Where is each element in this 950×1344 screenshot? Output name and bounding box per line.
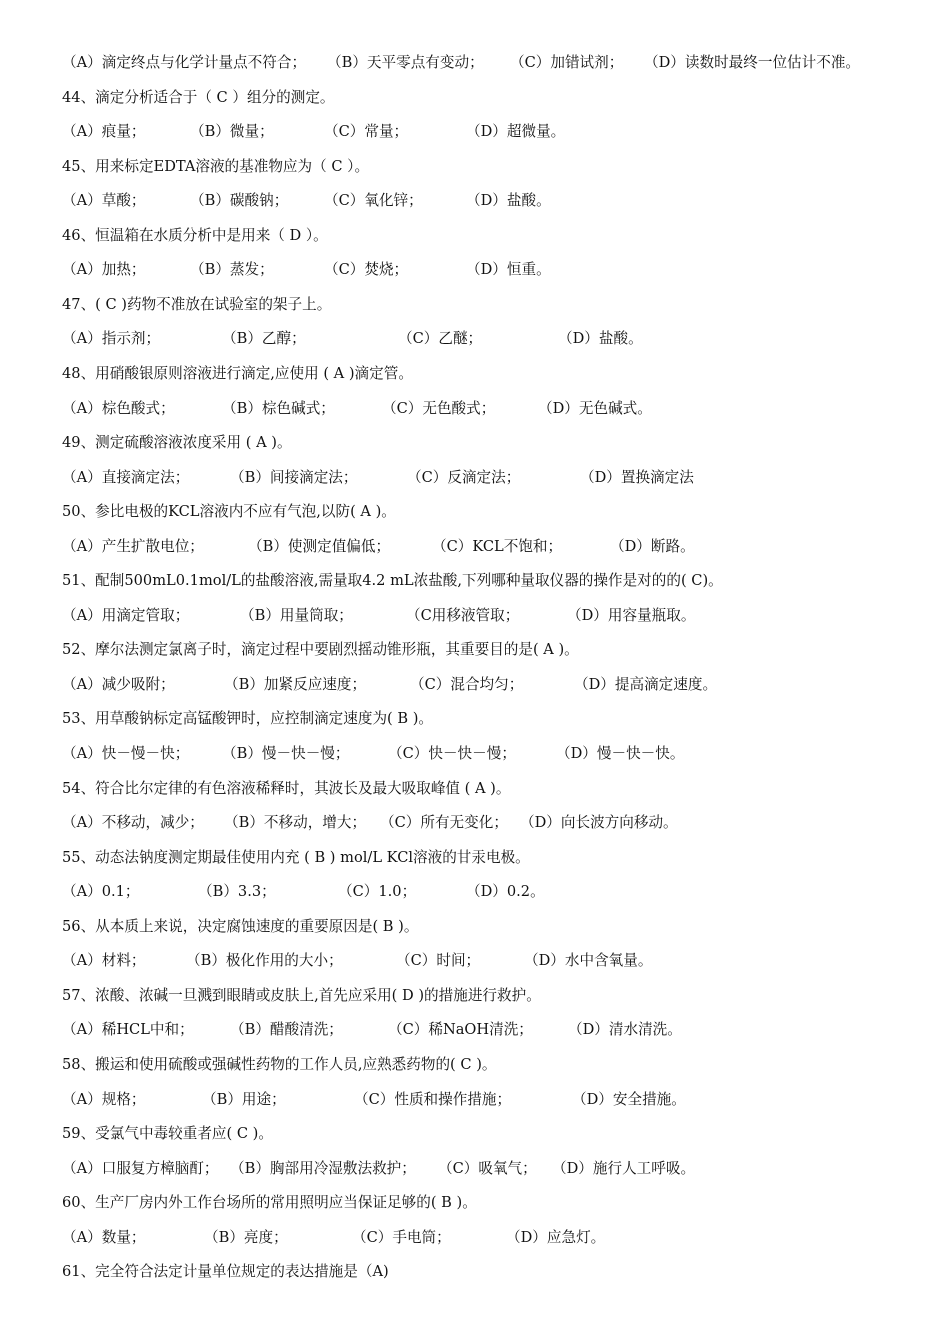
- answer-option: （C用移液管取；: [406, 606, 520, 624]
- answer-option: （C）反滴定法；: [407, 468, 521, 486]
- answer-option: （C）加错试剂；: [510, 54, 624, 71]
- answer-option: （D）0.2。: [466, 883, 545, 901]
- question-line: 54、符合比尔定律的有色溶液稀释时，其波长及最大吸取峰值 ( A )。: [62, 779, 511, 797]
- answer-option: （B）用途；: [202, 1090, 286, 1108]
- question-line: 57、浓酸、浓碱一旦溅到眼睛或皮肤上,首先应采用( D )的措施进行救护。: [62, 986, 541, 1004]
- question-line: 44、滴定分析适合于（ C ）组分的测定。: [62, 88, 335, 106]
- answer-option: （C）性质和操作措施；: [354, 1090, 512, 1108]
- answer-option: （D）应急灯。: [506, 1228, 606, 1246]
- answer-option: （A）规格；: [62, 1090, 146, 1108]
- answer-option: （D）断路。: [610, 537, 695, 555]
- question-line: 58、搬运和使用硫酸或强碱性药物的工作人员,应熟悉药物的( C )。: [62, 1055, 497, 1073]
- answer-option: （C）手电筒；: [352, 1228, 451, 1246]
- question-line: 53、用草酸钠标定高锰酸钾时，应控制滴定速度为( B )。: [62, 710, 434, 728]
- answer-option: （D）慢－快－快。: [556, 745, 685, 762]
- answer-option: （A）口服复方樟脑酊；: [62, 1159, 219, 1177]
- answer-option: （B）慢－快－慢；: [222, 745, 350, 762]
- answer-option: （D）恒重。: [466, 261, 551, 279]
- question-line: 50、参比电极的KCL溶液内不应有气泡,以防( A )。: [62, 503, 396, 521]
- question-line: 61、完全符合法定计量单位规定的表达措施是（A): [62, 1263, 389, 1281]
- question-line: 55、动态法钠度测定期最佳使用内充 ( B ) mol/L KCl溶液的甘汞电极。: [62, 848, 530, 866]
- answer-option: （C）所有无变化；: [380, 814, 508, 832]
- answer-option: （A）数量；: [62, 1228, 146, 1246]
- answer-option: （A）不移动，减少；: [62, 814, 204, 832]
- answer-option: （C）快－快－慢；: [388, 745, 516, 762]
- answer-option: （C）乙醚；: [398, 330, 483, 348]
- answer-option: （A）滴定终点与化学计量点不符合；: [62, 54, 307, 71]
- answer-option: （D）无色碱式。: [538, 399, 652, 417]
- answer-option: （D）清水清洗。: [568, 1021, 682, 1039]
- answer-option: （B）间接滴定法；: [230, 468, 358, 486]
- answer-option: （B）碳酸钠；: [190, 192, 289, 210]
- answer-option: （D）置换滴定法: [580, 468, 694, 486]
- answer-option: （A）0.1；: [62, 883, 140, 901]
- answer-option: （A）痕量；: [62, 123, 146, 141]
- answer-option: （B）3.3；: [198, 883, 276, 901]
- answer-option: （C）吸氧气；: [438, 1159, 537, 1177]
- answer-option: （A）产生扩散电位；: [62, 537, 204, 555]
- answer-option: （A）快－慢－快；: [62, 745, 190, 762]
- question-line: 56、从本质上来说，决定腐蚀速度的重要原因是( B )。: [62, 917, 419, 935]
- question-line: 47、( C )药物不准放在试验室的架子上。: [62, 295, 332, 313]
- answer-option: （C）常量；: [324, 123, 409, 141]
- answer-option: （B）不移动，增大；: [224, 814, 367, 832]
- answer-option: （D）施行人工呼吸。: [552, 1159, 696, 1177]
- answer-option: （C）无色酸式；: [382, 399, 496, 417]
- answer-option: （A）直接滴定法；: [62, 468, 190, 486]
- question-line: 49、测定硫酸溶液浓度采用 ( A )。: [62, 434, 292, 452]
- answer-option: （D）向长波方向移动。: [520, 814, 678, 832]
- answer-option: （C）混合均匀；: [410, 675, 524, 693]
- answer-option: （D）超微量。: [466, 123, 566, 141]
- answer-option: （B）用量筒取；: [240, 606, 353, 624]
- answer-option: （D）水中含氧量。: [524, 952, 653, 970]
- answer-option: （A）加热；: [62, 261, 146, 279]
- question-line: 46、恒温箱在水质分析中是用来（ D ）。: [62, 226, 328, 244]
- answer-option: （C）时间；: [396, 952, 481, 970]
- answer-option: （B）亮度；: [204, 1228, 288, 1246]
- answer-option: （B）微量；: [190, 123, 274, 141]
- question-line: 51、配制500mL0.1mol/L的盐酸溶液,需量取4.2 mL浓盐酸,下列哪种量取仪器的操作是对的的( C)。: [62, 572, 723, 590]
- answer-option: （D）提高滴定速度。: [574, 675, 718, 693]
- answer-option: （D）用容量瓶取。: [567, 606, 696, 624]
- answer-option: （A）减少吸附；: [62, 675, 175, 693]
- answer-option: （C）KCL不饱和；: [432, 537, 563, 555]
- question-line: 48、用硝酸银原则溶液进行滴定,应使用 ( A )滴定管。: [62, 364, 413, 382]
- answer-option: （C）稀NaOH清洗；: [388, 1021, 533, 1039]
- question-line: 52、摩尔法测定氯离子时，滴定过程中要剧烈摇动锥形瓶，其重要目的是( A )。: [62, 641, 579, 659]
- answer-option: （B）乙醇；: [222, 330, 306, 348]
- answer-option: （A）材料；: [62, 952, 146, 970]
- answer-option: （A）草酸；: [62, 192, 146, 210]
- answer-option: （B）极化作用的大小；: [186, 952, 343, 970]
- answer-option: （A）棕色酸式；: [62, 399, 175, 417]
- answer-option: （B）蒸发；: [190, 261, 274, 279]
- question-line: 45、用来标定EDTA溶液的基准物应为（ C ）。: [62, 157, 370, 175]
- question-line: 59、受氯气中毒较重者应( C )。: [62, 1125, 273, 1143]
- answer-option: （B）棕色碱式；: [222, 399, 335, 417]
- answer-option: （C）1.0；: [338, 883, 417, 901]
- answer-option: （D）读数时最终一位估计不准。: [644, 54, 861, 71]
- question-line: 60、生产厂房内外工作台场所的常用照明应当保证足够的( B )。: [62, 1194, 477, 1212]
- answer-option: （B）天平零点有变动；: [327, 54, 484, 71]
- answer-option: （D）盐酸。: [558, 330, 643, 348]
- answer-option: （A）用滴定管取；: [62, 606, 190, 624]
- answer-option: （D）盐酸。: [466, 192, 551, 210]
- answer-option: （C）焚烧；: [324, 261, 409, 279]
- answer-option: （A）稀HCL中和；: [62, 1021, 194, 1039]
- answer-option: （B）醋酸清洗；: [230, 1021, 343, 1039]
- answer-option: （A）指示剂；: [62, 330, 161, 348]
- answer-option: （C）氧化锌；: [324, 192, 423, 210]
- answer-option: （B）使测定值偏低；: [248, 537, 391, 555]
- answer-option: （B）加紧反应速度；: [224, 675, 367, 693]
- answer-option: （D）安全措施。: [572, 1090, 686, 1108]
- answer-option: （B）胸部用冷湿敷法救护；: [230, 1159, 416, 1177]
